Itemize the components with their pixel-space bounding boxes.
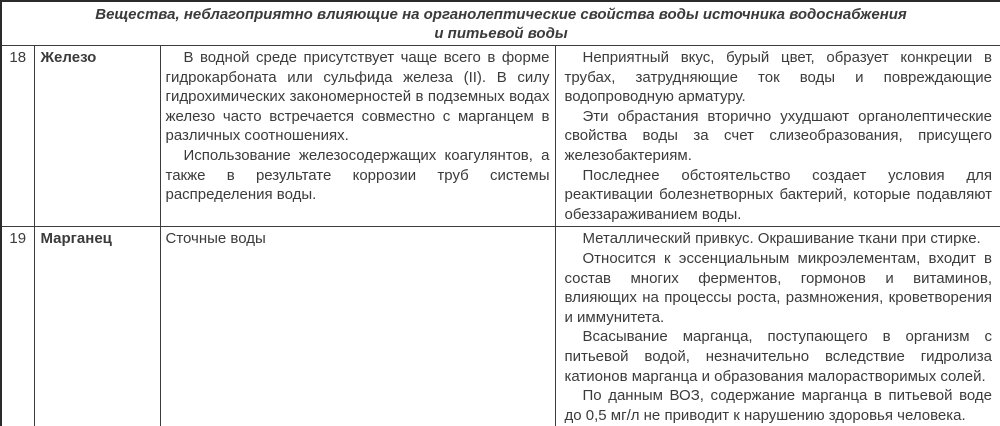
paragraph: Последнее обстоятельство создает условия для реактивации болезнетворных бактерий, которые подавляют обеззараживанием воды. (564, 166, 993, 223)
paragraph: Всасывание марганца, поступающего в организм с питьевой водой, незначительно вследствие гидролиза катионов марганца и образования малорастворимых солей. (564, 328, 993, 385)
table-header-row (1, 1, 1000, 46)
paragraph: Неприятный вкус, бурый цвет, образует конкреции в трубах, затрудняющие ток воды и повреждающие водопроводную арматуру. (564, 49, 993, 106)
paragraph: Металлический привкус. Окрашивание ткани при стирке. (582, 230, 981, 248)
source-cell (160, 227, 555, 426)
paragraph: Сточные воды (165, 230, 266, 248)
paragraph: Эти обрастания вторично ухудшают органолептические свойства воды за счет слизеобразования, присущего железобактериям. (564, 107, 993, 164)
row-number-cell: 18 (1, 46, 34, 227)
table-title-line1: Вещества, неблагоприятно влияющие на органолептические свойства воды источника водоснабжения (95, 6, 907, 23)
source-cell (160, 46, 555, 227)
substance-name-cell: Марганец (34, 227, 160, 426)
table-row-manganese (1, 227, 1000, 426)
effects-cell (555, 227, 1000, 426)
substance-name-cell: Железо (34, 46, 160, 227)
table-title-line2: и питьевой воды (434, 25, 568, 42)
paragraph: В водной среде присутствует чаще всего в форме гидрокарбоната или сульфида железа (II). В силу гидрохимических закономерностей в подземных водах железо часто встречается совместно с марганцем в различных соотношениях. (165, 49, 550, 145)
paragraph: Использование железосодержащих коагулянтов, а также в результате коррозии труб системы распределения воды. (165, 146, 550, 204)
effects-cell (555, 46, 1000, 227)
paragraph: Относится к эссенциальным микроэлементам, входит в состав многих ферментов, гормонов и витаминов, влияющих на процессы роста, размножения, кроветворения и иммунитета. (564, 249, 993, 326)
row-number-cell: 19 (1, 227, 34, 426)
table-row-iron (1, 46, 1000, 227)
paragraph: По данным ВОЗ, содержание марганца в питьевой воде до 0,5 мг/л не приводит к нарушению здоровья человека. (564, 387, 993, 424)
table-title-cell (1, 1, 1000, 46)
